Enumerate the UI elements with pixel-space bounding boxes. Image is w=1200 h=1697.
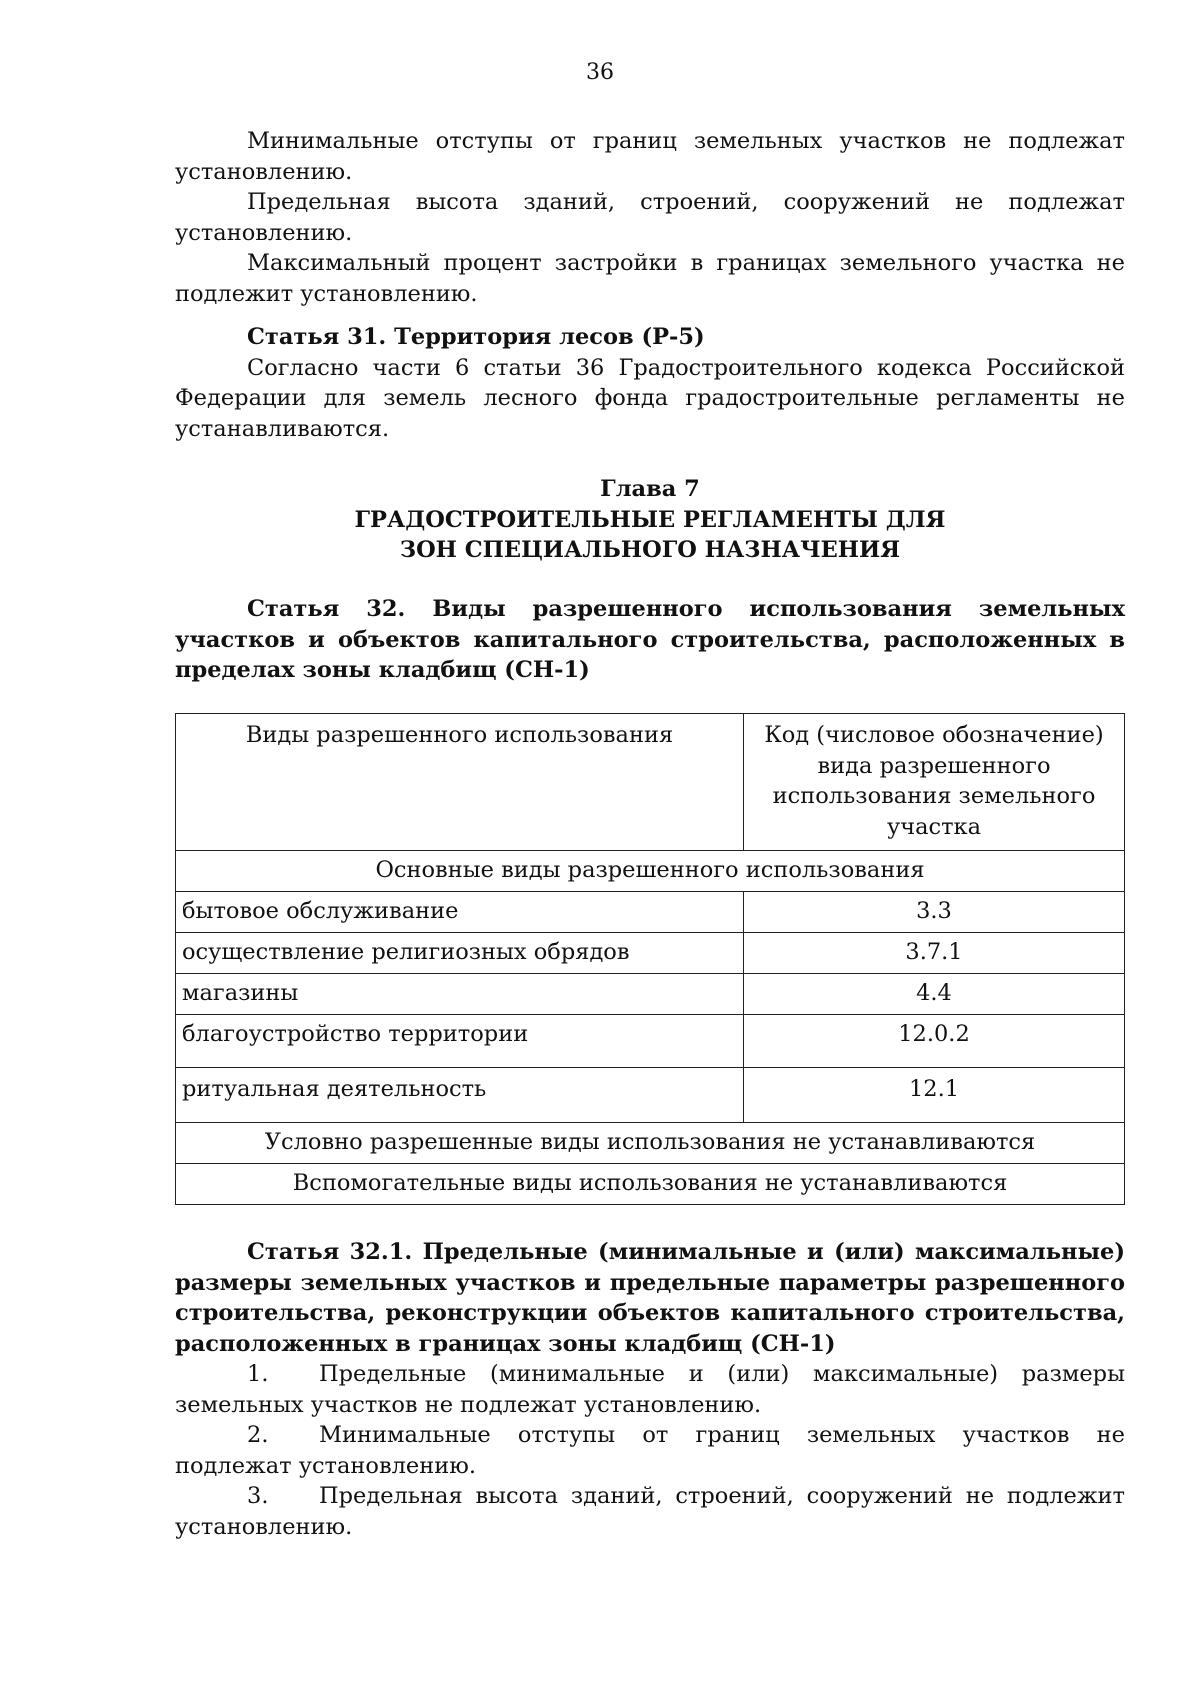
list-item [175, 1420, 1125, 1481]
article-title: Статья 32. Виды разрешенного использования земельных участков и объектов капитального строительства, расположенных в пределах зоны кладбищ (СН-1) [175, 596, 1125, 683]
list-item-text: Минимальные отступы от границ земельных участков не подлежат установлению. [175, 1422, 1125, 1479]
page-number: 36 [586, 60, 614, 85]
table-section-row [176, 1164, 1125, 1205]
list-item-text: Предельные (минимальные и (или) максимальные) размеры земельных участков не подлежат установлению. [175, 1361, 1125, 1418]
list-item [175, 1359, 1125, 1420]
chapter-heading [175, 474, 1125, 566]
table-row [176, 1015, 1125, 1068]
paragraph: Минимальные отступы от границ земельных участков не подлежат установлению. [175, 128, 1125, 185]
table [175, 713, 1125, 1205]
paragraph: Предельная высота зданий, строений, сооружений не подлежат установлению. [175, 189, 1125, 246]
section-cell: Условно разрешенные виды использования не устанавливаются [176, 1123, 1125, 1164]
table-row [176, 892, 1125, 933]
table-row [176, 933, 1125, 974]
chapter-title-line2: ЗОН СПЕЦИАЛЬНОГО НАЗНАЧЕНИЯ [399, 537, 901, 563]
use-name-cell: благоустройство территории [176, 1015, 744, 1068]
use-code-cell: 12.1 [744, 1068, 1125, 1123]
section-cell: Вспомогательные виды использования не устанавливаются [176, 1164, 1125, 1205]
use-code-cell: 12.0.2 [744, 1015, 1125, 1068]
table-row [176, 1068, 1125, 1123]
top-paragraphs [175, 126, 1125, 309]
table-row [176, 974, 1125, 1015]
header-cell: Код (числовое обозначение) вида разрешенного использования земельного участка [744, 714, 1125, 851]
use-code-cell: 3.7.1 [744, 933, 1125, 974]
table-section-row [176, 851, 1125, 892]
article-32-1 [175, 1237, 1125, 1542]
list-item-number: 2. [247, 1422, 269, 1448]
use-name-cell: ритуальная деятельность [176, 1068, 744, 1123]
chapter-title-line1: ГРАДОСТРОИТЕЛЬНЫЕ РЕГЛАМЕНТЫ ДЛЯ [354, 506, 946, 533]
use-name-cell: осуществление религиозных обрядов [176, 933, 744, 974]
table-header-row [176, 714, 1125, 851]
section-cell: Основные виды разрешенного использования [176, 851, 1125, 892]
chapter-number: Глава 7 [600, 476, 700, 502]
article-title: Статья 31. Территория лесов (Р-5) [247, 324, 705, 350]
use-name-cell: магазины [176, 974, 744, 1015]
land-use-table [175, 713, 1125, 1205]
table-section-row [176, 1123, 1125, 1164]
list-item-text: Предельная высота зданий, строений, сооружений не подлежит установлению. [175, 1483, 1125, 1540]
paragraph: Согласно части 6 статьи 36 Градостроительного кодекса Российской Федерации для земель лесного фонда градостроительные регламенты не устанавливаются. [175, 354, 1125, 442]
list-item [175, 1481, 1125, 1542]
article-32 [175, 594, 1125, 686]
use-code-cell: 4.4 [744, 974, 1125, 1015]
paragraph: Максимальный процент застройки в границах земельного участка не подлежит установлению. [175, 250, 1125, 307]
list-item-number: 3. [247, 1483, 269, 1509]
use-name-cell: бытовое обслуживание [176, 892, 744, 933]
list-item-number: 1. [247, 1361, 269, 1387]
use-code-cell: 3.3 [744, 892, 1125, 933]
article-31 [175, 322, 1125, 444]
header-cell: Виды разрешенного использования [176, 714, 744, 851]
article-title: Статья 32.1. Предельные (минимальные и (или) максимальные) размеры земельных участков и предельные параметры разрешенного строительства, реконструкции объектов капитального строительства, расположенных в границах зоны кладбищ (СН-1) [175, 1239, 1125, 1357]
